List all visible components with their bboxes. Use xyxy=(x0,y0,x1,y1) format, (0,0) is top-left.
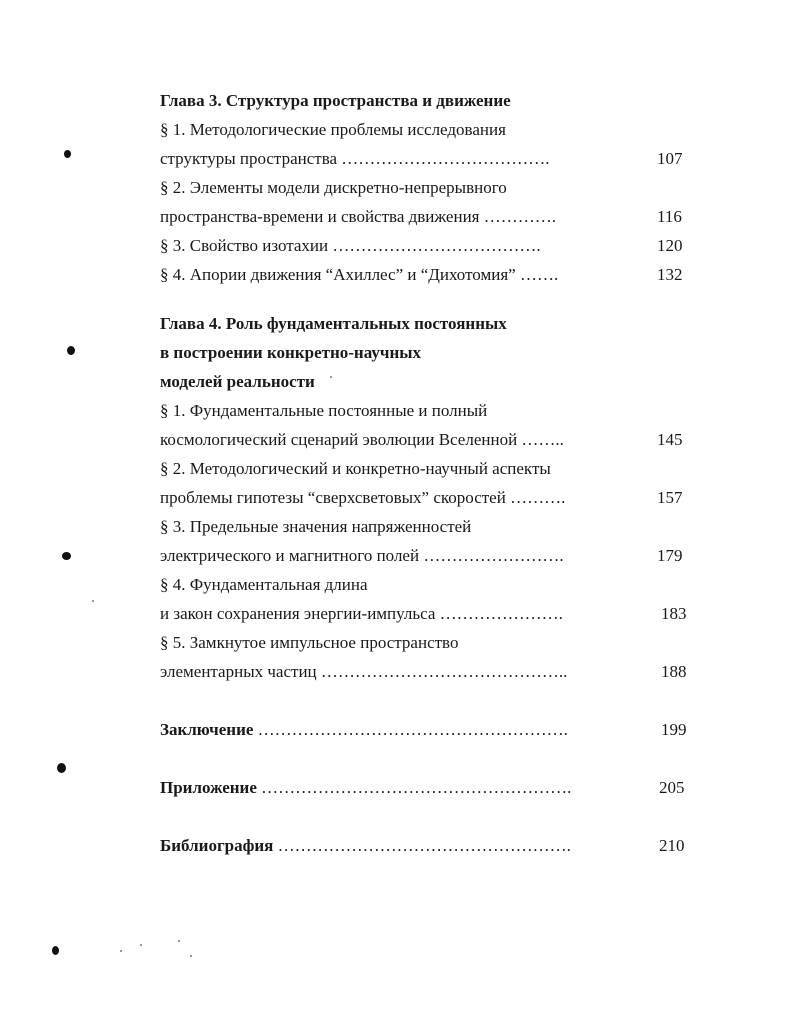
toc-entry-text: § 3. Свойство изотахии ………………………………. xyxy=(160,236,541,255)
scan-speck xyxy=(57,763,66,773)
page-number: 157 xyxy=(657,488,683,507)
page-number: 188 xyxy=(661,662,687,681)
toc-entry-text: электрического и магнитного полей ……………………. xyxy=(160,546,564,565)
page-number: 116 xyxy=(657,207,682,226)
toc-entry-conclusion xyxy=(160,715,690,744)
spacer xyxy=(160,744,690,773)
chapter-4-title: моделей реальности xyxy=(160,372,315,391)
toc-leader-dots: ……………………………………………. xyxy=(273,836,571,855)
scan-speck xyxy=(62,552,71,560)
scan-dot xyxy=(140,944,142,946)
toc-section-label: Заключение xyxy=(160,720,254,739)
toc-entry-text: проблемы гипотезы “сверхсветовых” скоростей ………. xyxy=(160,488,566,507)
spacer xyxy=(160,802,690,831)
page-number: 120 xyxy=(657,236,683,255)
page-number: 145 xyxy=(657,430,683,449)
toc-leader-dots: ………………………………………………. xyxy=(253,720,568,739)
toc-entry-text: § 3. Предельные значения напряженностей xyxy=(160,517,472,536)
toc-entry-text: § 2. Методологический и конкретно-научный аспекты xyxy=(160,459,551,478)
scan-dot xyxy=(178,940,180,942)
toc-entry-text: § 4. Фундаментальная длина xyxy=(160,575,368,594)
toc-entry-text: и закон сохранения энергии-импульса …………………. xyxy=(160,604,563,623)
toc-entry-row xyxy=(160,144,690,173)
toc-entry-text: § 5. Замкнутое импульсное пространство xyxy=(160,633,459,652)
scan-dot xyxy=(120,950,122,952)
toc-entry-row xyxy=(160,657,690,686)
toc-entry-row xyxy=(160,599,690,628)
toc-entry-row xyxy=(160,260,690,289)
page-number: 179 xyxy=(657,546,683,565)
page-number: 132 xyxy=(657,265,683,284)
chapter-3-title: Глава 3. Структура пространства и движение xyxy=(160,91,511,110)
spacer xyxy=(160,289,690,309)
toc-leader-dots: ………………………………………………. xyxy=(256,778,572,797)
toc-entry-text: структуры пространства ………………………………. xyxy=(160,149,550,168)
toc-entry-text: элементарных частиц …………………………………….. xyxy=(160,662,568,681)
table-of-contents xyxy=(160,86,690,860)
scan-speck xyxy=(52,946,59,955)
scan-speck xyxy=(64,150,71,158)
toc-entry-bibliography xyxy=(160,831,690,860)
scan-dot xyxy=(190,955,192,957)
page-number: 210 xyxy=(659,836,685,855)
scan-speck xyxy=(67,346,75,355)
page-number: 107 xyxy=(657,149,683,168)
toc-entry-text: § 1. Методологические проблемы исследования xyxy=(160,120,506,139)
toc-entry-row xyxy=(160,231,690,260)
page-number: 205 xyxy=(659,778,685,797)
toc-entry-text: § 1. Фундаментальные постоянные и полный xyxy=(160,401,488,420)
page-number: 183 xyxy=(661,604,687,623)
page-number: 199 xyxy=(661,720,687,739)
toc-entry-appendix xyxy=(160,773,690,802)
scan-dot xyxy=(92,600,94,602)
toc-entry-text: пространства-времени и свойства движения …………. xyxy=(160,207,556,226)
toc-section-label: Библиография xyxy=(160,836,274,855)
toc-entry-row xyxy=(160,483,690,512)
toc-section-label: Приложение xyxy=(160,778,257,797)
toc-entry-text: § 4. Апории движения “Ахиллес” и “Дихотомия” ……. xyxy=(160,265,559,284)
chapter-4-title: в построении конкретно-научных xyxy=(160,343,422,362)
toc-entry-row xyxy=(160,202,690,231)
spacer xyxy=(160,686,690,715)
chapter-4-title: Глава 4. Роль фундаментальных постоянных xyxy=(160,314,507,333)
toc-entry-text: космологический сценарий эволюции Вселенной …….. xyxy=(160,430,564,449)
toc-entry-row xyxy=(160,541,690,570)
toc-entry-text: § 2. Элементы модели дискретно-непрерывного xyxy=(160,178,507,197)
toc-entry-row xyxy=(160,425,690,454)
